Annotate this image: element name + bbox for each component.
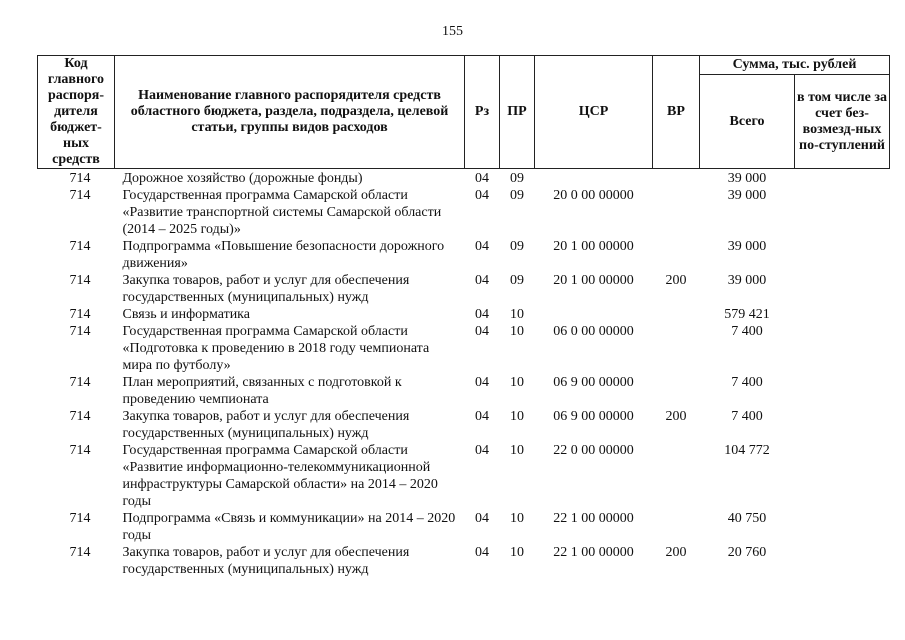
cell-free	[795, 510, 890, 544]
cell-code: 714	[69, 511, 91, 526]
cell-vr	[653, 306, 700, 323]
table-row	[38, 374, 890, 408]
cell-name: План мероприятий, связанных с подготовкой к проведению чемпионата	[122, 375, 402, 407]
cell-pr: 09	[510, 171, 524, 186]
cell-code: 714	[69, 273, 91, 288]
cell-name: Подпрограмма «Связь и коммуникации» на 2014 – 2020 годы	[122, 511, 456, 543]
header-total: Всего	[700, 75, 795, 169]
cell-vr	[653, 323, 700, 374]
cell-csr: 22 1 00 00000	[553, 511, 634, 526]
header-free: в том числе за счет без-возмезд-ных по-ступлений	[795, 75, 890, 169]
cell-rz: 04	[475, 239, 489, 254]
cell-free	[795, 238, 890, 272]
cell-vr	[653, 238, 700, 272]
table-header	[38, 56, 890, 169]
cell-name: Государственная программа Самарской области «Развитие транспортной системы Самарской области (2014 – 2025 годы)»	[122, 188, 442, 237]
cell-vr	[653, 374, 700, 408]
cell-name: Государственная программа Самарской области «Подготовка к проведению в 2018 году чемпионата мира по футболу»	[122, 324, 430, 373]
cell-csr	[535, 306, 653, 323]
cell-pr: 09	[510, 239, 524, 254]
cell-pr: 10	[510, 409, 524, 424]
cell-total: 39 000	[727, 273, 767, 288]
header-code: Код главного распоря-дителя бюджет-ных средств	[38, 56, 115, 169]
cell-rz: 04	[475, 375, 489, 390]
header-pr: ПР	[500, 56, 535, 169]
cell-rz: 04	[475, 324, 489, 339]
table-row	[38, 510, 890, 544]
cell-rz: 04	[475, 273, 489, 288]
cell-csr: 20 1 00 00000	[553, 239, 634, 254]
cell-free	[795, 306, 890, 323]
cell-pr: 09	[510, 188, 524, 203]
cell-name: Закупка товаров, работ и услуг для обеспечения государственных (муниципальных) нужд	[122, 545, 410, 577]
cell-pr: 10	[510, 443, 524, 458]
cell-vr: 200	[665, 545, 687, 560]
cell-total: 7 400	[731, 409, 763, 424]
cell-code: 714	[69, 545, 91, 560]
header-vr: ВР	[653, 56, 700, 169]
table-row	[38, 238, 890, 272]
header-sum-group: Сумма, тыс. рублей	[700, 56, 890, 75]
cell-csr: 20 0 00 00000	[553, 188, 634, 203]
cell-csr: 22 0 00 00000	[553, 443, 634, 458]
table-row	[38, 169, 890, 188]
cell-code: 714	[69, 375, 91, 390]
cell-pr: 10	[510, 511, 524, 526]
cell-total: 39 000	[727, 188, 767, 203]
cell-pr: 10	[510, 375, 524, 390]
cell-rz: 04	[475, 409, 489, 424]
cell-free	[795, 374, 890, 408]
cell-code: 714	[69, 409, 91, 424]
cell-total: 579 421	[724, 307, 770, 322]
cell-free	[795, 169, 890, 188]
cell-name: Закупка товаров, работ и услуг для обеспечения государственных (муниципальных) нужд	[122, 273, 410, 305]
cell-csr: 22 1 00 00000	[553, 545, 634, 560]
cell-total: 39 000	[727, 239, 767, 254]
cell-pr: 10	[510, 545, 524, 560]
table-row	[38, 408, 890, 442]
table-body	[38, 169, 890, 579]
cell-name: Подпрограмма «Повышение безопасности дорожного движения»	[122, 239, 445, 271]
cell-total: 39 000	[727, 171, 767, 186]
cell-pr: 10	[510, 324, 524, 339]
cell-free	[795, 442, 890, 510]
cell-free	[795, 272, 890, 306]
cell-pr: 10	[510, 307, 524, 322]
page-number: 155	[442, 24, 463, 39]
cell-total: 7 400	[731, 324, 763, 339]
table-row	[38, 306, 890, 323]
cell-csr: 06 9 00 00000	[553, 409, 634, 424]
cell-vr	[653, 187, 700, 238]
table-row	[38, 442, 890, 510]
cell-vr	[653, 169, 700, 188]
cell-total: 7 400	[731, 375, 763, 390]
cell-rz: 04	[475, 443, 489, 458]
cell-rz: 04	[475, 511, 489, 526]
cell-vr	[653, 442, 700, 510]
cell-free	[795, 408, 890, 442]
cell-vr: 200	[665, 273, 687, 288]
cell-total: 104 772	[724, 443, 770, 458]
cell-pr: 09	[510, 273, 524, 288]
header-rz: Рз	[465, 56, 500, 169]
cell-code: 714	[69, 443, 91, 458]
cell-free	[795, 544, 890, 578]
table-row	[38, 323, 890, 374]
table-row	[38, 187, 890, 238]
cell-total: 20 760	[727, 545, 767, 560]
cell-code: 714	[69, 239, 91, 254]
cell-vr	[653, 510, 700, 544]
cell-name: Связь и информатика	[122, 307, 250, 322]
cell-csr: 06 9 00 00000	[553, 375, 634, 390]
cell-vr: 200	[665, 409, 687, 424]
cell-rz: 04	[475, 545, 489, 560]
cell-csr: 20 1 00 00000	[553, 273, 634, 288]
budget-table	[37, 55, 890, 578]
cell-total: 40 750	[727, 511, 767, 526]
cell-code: 714	[69, 171, 91, 186]
cell-name: Государственная программа Самарской области «Развитие информационно-телекоммуникационной инфраструктуры Самарской области» на 2014 – 2020 годы	[122, 443, 438, 509]
cell-csr	[535, 169, 653, 188]
cell-name: Дорожное хозяйство (дорожные фонды)	[122, 171, 363, 186]
header-csr: ЦСР	[535, 56, 653, 169]
cell-rz: 04	[475, 188, 489, 203]
cell-free	[795, 323, 890, 374]
cell-csr: 06 0 00 00000	[553, 324, 634, 339]
table-row	[38, 544, 890, 578]
cell-code: 714	[69, 324, 91, 339]
header-name: Наименование главного распорядителя средств областного бюджета, раздела, подраздела, целевой статьи, группы видов расходов	[115, 56, 465, 169]
cell-code: 714	[69, 188, 91, 203]
cell-code: 714	[69, 307, 91, 322]
cell-rz: 04	[475, 307, 489, 322]
table-row	[38, 272, 890, 306]
cell-name: Закупка товаров, работ и услуг для обеспечения государственных (муниципальных) нужд	[122, 409, 410, 441]
cell-free	[795, 187, 890, 238]
cell-rz: 04	[475, 171, 489, 186]
